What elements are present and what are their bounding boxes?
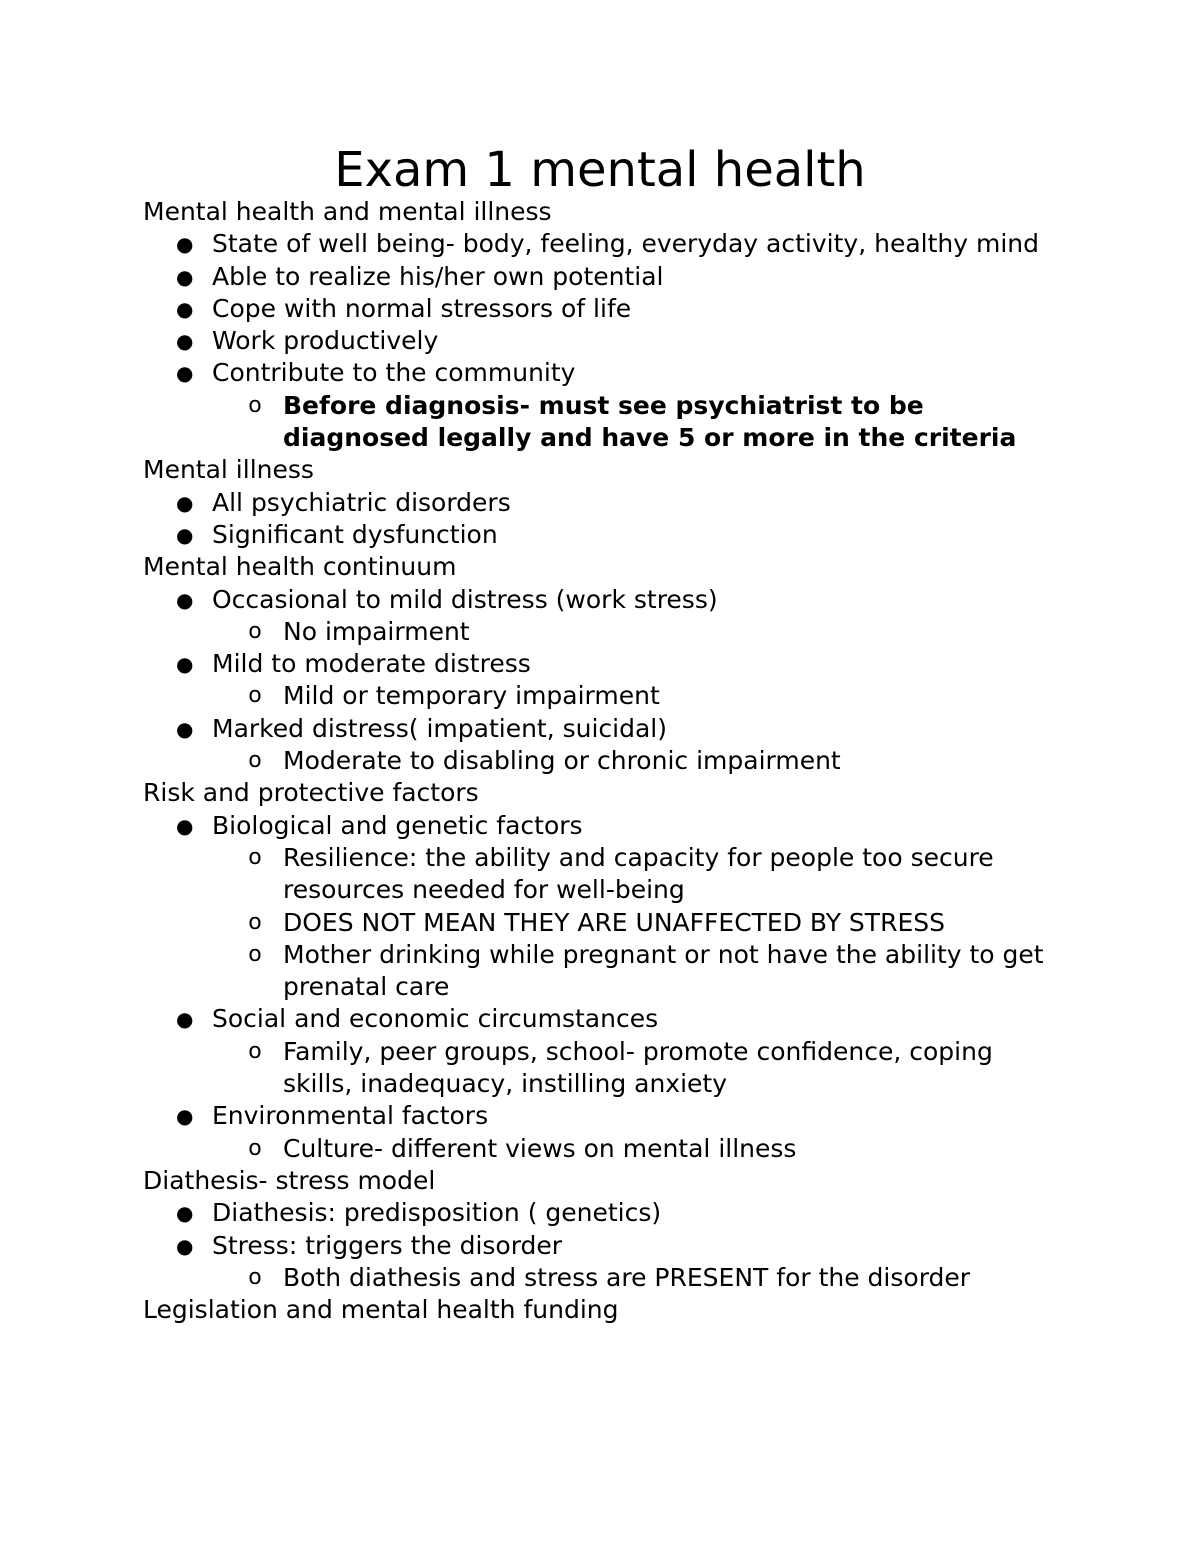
list-item-text: Environmental factors (212, 1101, 489, 1131)
list-item-text: State of well being- body, feeling, everyday activity, healthy mind (212, 229, 1039, 259)
bullet-icon: ● (176, 716, 194, 741)
sub-list-item-text: Mild or temporary impairment (283, 681, 660, 711)
bullet-list (143, 584, 1063, 778)
list-item-text: Biological and genetic factors (212, 810, 583, 840)
list-item (143, 357, 1063, 389)
circle-bullet-icon: o (248, 1264, 262, 1290)
circle-bullet-icon: o (248, 1135, 262, 1161)
list-item-text: Occasional to mild distress (work stress) (212, 584, 718, 614)
sub-list-item-text: Mother drinking while pregnant or not have the ability to get prenatal care (283, 939, 1044, 1002)
bullet-icon: ● (176, 232, 194, 257)
bullet-icon: ● (176, 296, 194, 321)
bullet-icon: ● (176, 1233, 194, 1258)
list-item-text: Work productively (212, 326, 439, 356)
sub-list-item (143, 1036, 1063, 1101)
sub-list-item (143, 390, 1063, 455)
document-body (143, 196, 1063, 1326)
list-item (143, 487, 1063, 519)
sub-list-item-text: Resilience: the ability and capacity for people too secure resources needed for well-being (283, 842, 994, 905)
list-item-text: Contribute to the community (212, 358, 576, 388)
bullet-icon: ● (176, 490, 194, 515)
list-item-text: All psychiatric disorders (212, 487, 511, 517)
circle-bullet-icon: o (248, 941, 262, 967)
section-heading: Mental illness (143, 455, 314, 485)
section-heading: Risk and protective factors (143, 778, 479, 808)
sub-list-item-text: No impairment (283, 616, 470, 646)
list-item-text: Social and economic circumstances (212, 1004, 659, 1034)
section-heading: Legislation and mental health funding (143, 1295, 619, 1325)
section-heading: Diathesis- stress model (143, 1165, 436, 1195)
bullet-icon: ● (176, 587, 194, 612)
list-item-text: Significant dysfunction (212, 519, 498, 549)
list-item (143, 1003, 1063, 1035)
sub-list-item (143, 842, 1063, 907)
bullet-icon: ● (176, 522, 194, 547)
section-legislation-and-funding (143, 1294, 1063, 1326)
sub-list-item-text: Before diagnosis- must see psychiatrist to be diagnosed legally and have 5 or more in the criteria (283, 390, 1017, 453)
list-item-text: Able to realize his/her own potential (212, 261, 664, 291)
sub-list-item-text: DOES NOT MEAN THEY ARE UNAFFECTED BY STRESS (283, 907, 945, 937)
bullet-list (143, 810, 1063, 1165)
sub-list-item (143, 616, 1063, 648)
list-item (143, 519, 1063, 551)
list-item (143, 228, 1063, 260)
bullet-list (143, 487, 1063, 552)
section-heading: Mental health and mental illness (143, 197, 552, 226)
circle-bullet-icon: o (248, 618, 262, 644)
circle-bullet-icon: o (248, 844, 262, 870)
sub-list-item (143, 939, 1063, 1004)
list-item (143, 293, 1063, 325)
circle-bullet-icon: o (248, 1038, 262, 1064)
bullet-icon: ● (176, 329, 194, 354)
list-item (143, 648, 1063, 680)
list-item-text: Cope with normal stressors of life (212, 293, 632, 323)
list-item (143, 325, 1063, 357)
bullet-icon: ● (176, 1201, 194, 1226)
section-diathesis-stress-model (143, 1165, 1063, 1294)
list-item-text: Marked distress( impatient, suicidal) (212, 713, 668, 743)
bullet-icon: ● (176, 264, 194, 289)
list-item-text: Diathesis: predisposition ( genetics) (212, 1198, 662, 1228)
list-item (143, 1100, 1063, 1132)
sub-list-item-text: Moderate to disabling or chronic impairment (283, 746, 841, 776)
sub-list-item-text: Both diathesis and stress are PRESENT for the disorder (283, 1262, 971, 1292)
sub-list-item (143, 745, 1063, 777)
bullet-icon: ● (176, 1007, 194, 1032)
section-mental-illness (143, 454, 1063, 551)
sub-list-item-text: Family, peer groups, school- promote confidence, coping skills, inadequacy, instilling anxiety (283, 1036, 993, 1099)
section-risk-and-protective-factors (143, 777, 1063, 1165)
page-title: Exam 1 mental health (334, 142, 866, 198)
sub-list-item (143, 1262, 1063, 1294)
list-item (143, 1197, 1063, 1229)
sub-list-item (143, 1133, 1063, 1165)
bullet-icon: ● (176, 361, 194, 386)
list-item (143, 810, 1063, 842)
list-item (143, 1230, 1063, 1262)
list-item-text: Mild to moderate distress (212, 649, 531, 679)
bullet-icon: ● (176, 813, 194, 838)
list-item (143, 584, 1063, 616)
circle-bullet-icon: o (248, 683, 262, 709)
list-item-text: Stress: triggers the disorder (212, 1230, 563, 1260)
sub-list-item-text: Culture- different views on mental illness (283, 1133, 797, 1163)
section-mental-health-continuum (143, 551, 1063, 777)
list-item (143, 261, 1063, 293)
list-item (143, 713, 1063, 745)
bullet-list (143, 1197, 1063, 1294)
section-heading: Mental health continuum (143, 552, 457, 582)
sub-list-item (143, 680, 1063, 712)
circle-bullet-icon: o (248, 748, 262, 774)
sub-list-item (143, 907, 1063, 939)
bullet-list (143, 228, 1063, 454)
bullet-icon: ● (176, 652, 194, 677)
bullet-icon: ● (176, 1104, 194, 1129)
section-mental-health-and-illness (143, 196, 1063, 454)
circle-bullet-icon: o (248, 392, 262, 418)
circle-bullet-icon: o (248, 909, 262, 935)
